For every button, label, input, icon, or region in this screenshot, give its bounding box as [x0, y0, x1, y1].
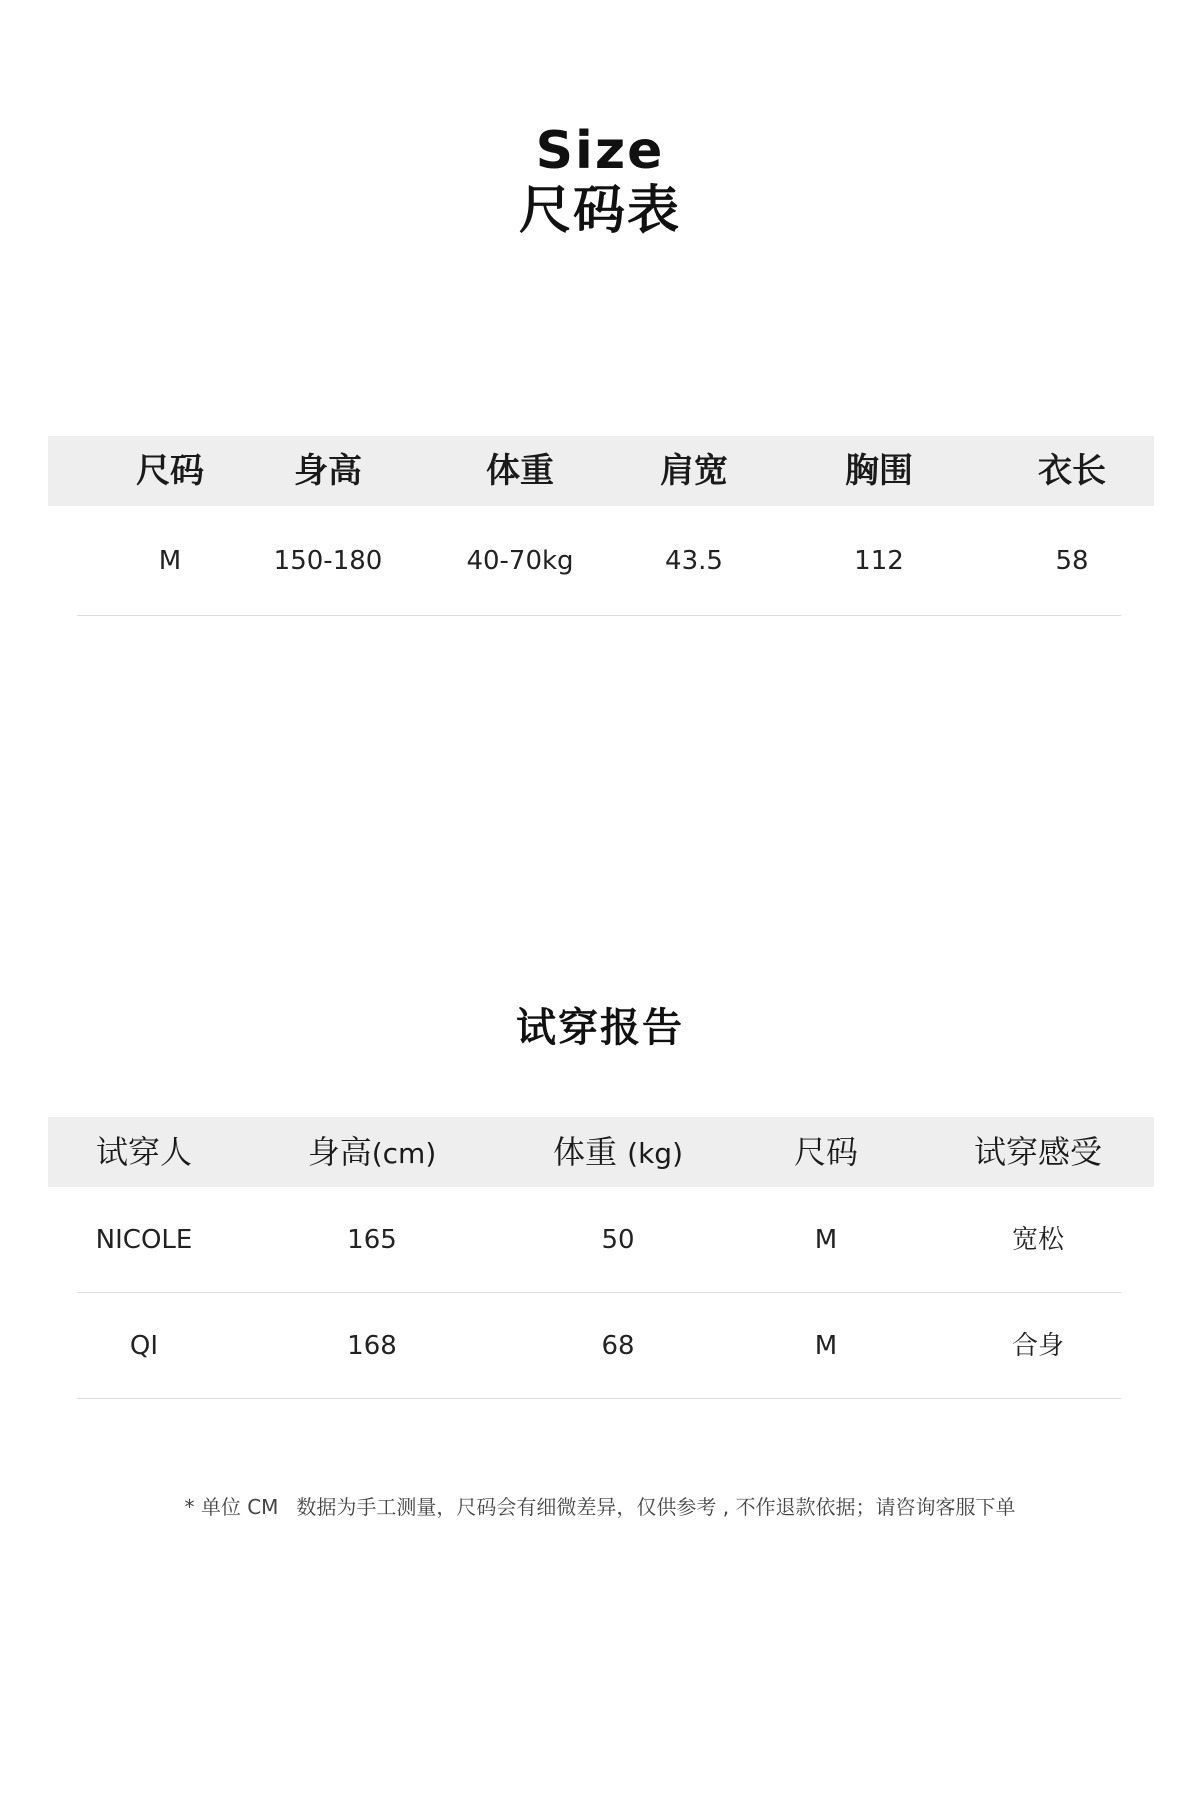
header-height-label: 身高: [307, 1133, 372, 1171]
title-chinese: 尺码表: [518, 181, 681, 241]
fit-report-title: 试穿报告: [516, 1005, 684, 1051]
header-tester: 试穿人: [95, 1133, 193, 1171]
cell-feel: 合身: [1011, 1331, 1065, 1361]
footnote-unit: * 单位 CM: [184, 1495, 279, 1519]
header-chest: 胸围: [845, 451, 913, 491]
table-row: [77, 1293, 1121, 1399]
fit-table-header: [48, 1117, 1154, 1187]
size-table: [48, 436, 1154, 616]
cell-weight: 40-70kg: [466, 546, 574, 576]
header-weight: 体重: [486, 451, 554, 491]
header-size: 尺码: [136, 451, 204, 491]
cell-tester: QI: [129, 1331, 159, 1361]
table-row: [77, 506, 1121, 616]
cell-size: M: [158, 546, 182, 576]
cell-feel: 宽松: [1011, 1225, 1065, 1255]
header-height: 身高: [294, 451, 362, 491]
footnote: [0, 1492, 1200, 1522]
header-height-unit: (cm): [371, 1137, 437, 1170]
cell-chest: 112: [854, 546, 904, 576]
cell-height: 168: [347, 1331, 397, 1361]
footnote-text: 数据为手工测量，尺码会有细微差异，仅供参考 , 不作退款依据；请咨询客服下单: [296, 1495, 1016, 1519]
header-weight-unit: (kg): [627, 1137, 684, 1170]
cell-size: M: [814, 1225, 838, 1255]
size-table-header: [48, 436, 1154, 506]
header-height: [308, 1117, 437, 1189]
cell-shoulder: 43.5: [665, 546, 723, 576]
table-row: [77, 1187, 1121, 1293]
header-feel: 试穿感受: [973, 1133, 1103, 1171]
cell-height: 165: [347, 1225, 397, 1255]
cell-weight: 68: [601, 1331, 635, 1361]
title-english: Size: [535, 121, 665, 181]
header-shoulder: 肩宽: [660, 451, 728, 491]
fit-report-table: [48, 1117, 1154, 1399]
header-size: 尺码: [793, 1133, 859, 1171]
cell-weight: 50: [601, 1225, 635, 1255]
cell-height: 150-180: [273, 546, 383, 576]
cell-tester: NICOLE: [95, 1225, 193, 1255]
header-length: 衣长: [1038, 451, 1106, 491]
cell-size: M: [814, 1331, 838, 1361]
header-weight: [553, 1117, 683, 1189]
page-title: [0, 122, 1200, 242]
header-weight-label: 体重: [552, 1133, 617, 1171]
cell-length: 58: [1055, 546, 1089, 576]
